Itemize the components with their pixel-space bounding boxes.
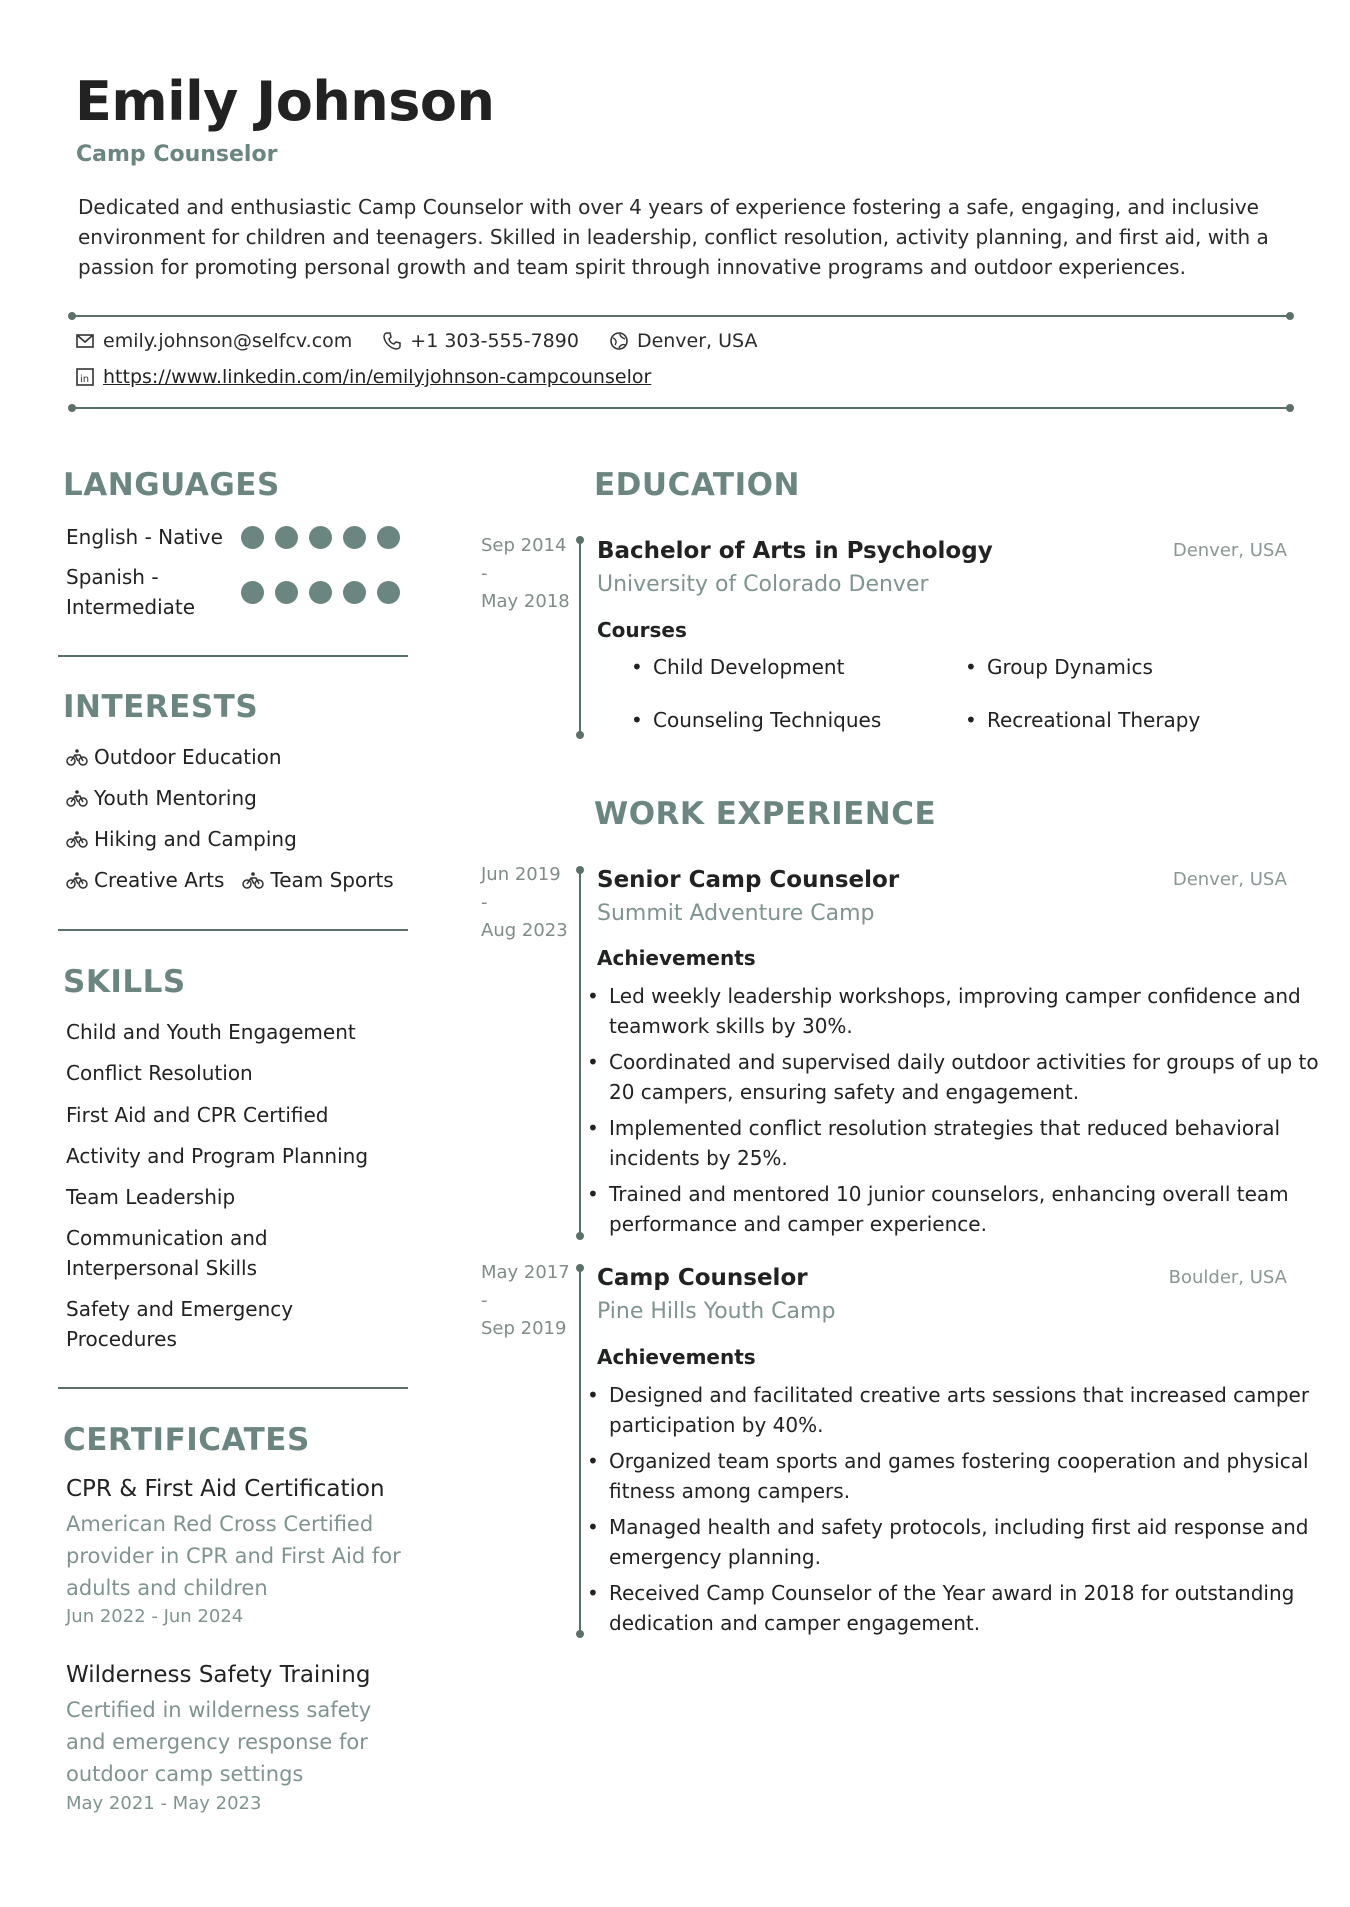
job-end-date: Sep 2019 [481,1318,567,1339]
section-divider [58,929,408,931]
language-label: Spanish - Intermediate [66,565,196,619]
languages-title: LANGUAGES [63,467,280,503]
candidate-name: Emily Johnson [75,70,495,133]
certificates-title: CERTIFICATES [63,1422,310,1458]
contact-row-2 [75,366,651,388]
interest-item [66,742,282,775]
achievement-item: • Trained and mentored 10 junior counselors, enhancing overall team performance and camper experience. [609,1179,1335,1239]
summary-text: Dedicated and enthusiastic Camp Counselor with over 4 years of experience fostering a safe, engaging, and inclusive environment for children and teenagers. Skilled in leadership, conflict resolution, activity planning, and first aid, with a passion for promoting personal growth and team spirit through innovative programs and outdoor experiences. [78,195,1269,279]
achievement-item: • Organized team sports and games fostering cooperation and physical fitness among campers. [609,1446,1335,1506]
education-title: EDUCATION [594,467,800,503]
linkedin-icon [75,367,95,387]
job-title: Senior Camp Counselor [597,867,900,893]
contact-location [609,330,758,352]
achievement-item: • Received Camp Counselor of the Year award in 2018 for outstanding dedication and camper engagement. [609,1578,1335,1638]
skill-item: Child and Youth Engagement [66,1020,356,1044]
location-text: Denver, USA [636,330,758,352]
language-level [241,526,400,549]
education-end-date: May 2018 [481,591,570,612]
skill-item: Safety and Emergency Procedures [66,1297,294,1351]
courses-label: Courses [597,618,687,642]
date-dash: - [481,1290,488,1311]
job-location: Boulder, USA [1168,1267,1287,1288]
achievement-item: • Coordinated and supervised daily outdoor activities for groups of up to 20 campers, ensuring safety and engagement. [609,1047,1335,1107]
achievements-list [565,1380,1335,1644]
bike-icon [66,829,88,849]
candidate-role: Camp Counselor [76,142,278,167]
certificate-date: May 2021 - May 2023 [66,1793,262,1814]
bike-icon [66,788,88,808]
level-dot [241,526,264,549]
level-dot [377,581,400,604]
achievement-item: • Led weekly leadership workshops, improving camper confidence and teamwork skills by 30%. [609,981,1335,1041]
date-dash: - [481,892,488,913]
level-dot [377,526,400,549]
level-dot [343,526,366,549]
course-item: • Counseling Techniques [653,708,881,732]
interest-item [66,865,394,895]
language-item [66,562,406,622]
contact-email[interactable] [75,330,352,352]
divider-bottom [72,407,1290,409]
phone-icon [382,331,402,351]
level-dot [275,526,298,549]
certificate-description: American Red Cross Certified provider in CPR and First Aid for adults and children [66,1512,401,1600]
certificate-title: CPR & First Aid Certification [66,1476,385,1502]
linkedin-link[interactable]: https://www.linkedin.com/in/emilyjohnson-campcounselor [103,366,652,388]
achievements-list [565,981,1335,1245]
school-name: University of Colorado Denver [597,572,929,597]
interests-title: INTERESTS [63,689,259,725]
email-text: emily.johnson@selfcv.com [103,330,353,352]
bike-icon [66,870,88,890]
interest-item [66,783,257,816]
course-item: • Group Dynamics [987,655,1153,679]
level-dot [309,581,332,604]
divider-top [72,315,1290,317]
mail-icon [75,331,95,351]
certificate-date: Jun 2022 - Jun 2024 [66,1606,244,1627]
work-experience-title: WORK EXPERIENCE [594,796,937,832]
level-dot [275,581,298,604]
language-item [66,522,406,552]
course-item: • Child Development [653,655,844,679]
achievements-label: Achievements [597,1345,756,1369]
skill-item: Team Leadership [66,1185,236,1209]
certificate-title: Wilderness Safety Training [66,1662,371,1688]
skill-item: Communication and Interpersonal Skills [66,1226,268,1280]
interest-item [66,824,297,857]
job-organization: Pine Hills Youth Camp [597,1299,836,1324]
skills-title: SKILLS [63,964,186,1000]
contact-row-1 [75,330,757,352]
achievement-item: • Implemented conflict resolution strategies that reduced behavioral incidents by 25%. [609,1113,1335,1173]
degree-title: Bachelor of Arts in Psychology [597,538,993,564]
skill-item: First Aid and CPR Certified [66,1103,329,1127]
course-item: • Recreational Therapy [987,708,1200,732]
interest-label: Youth Mentoring [94,786,257,810]
date-dash: - [481,563,488,584]
interest-label: Outdoor Education [94,745,282,769]
education-timeline [579,540,581,735]
skill-item: Activity and Program Planning [66,1144,369,1168]
language-level [241,581,400,604]
svg-text:in: in [80,374,90,385]
job-location: Denver, USA [1172,869,1287,890]
level-dot [241,581,264,604]
level-dot [343,581,366,604]
education-location: Denver, USA [1172,540,1287,561]
globe-icon [609,331,629,351]
level-dot [309,526,332,549]
contact-phone[interactable] [382,330,579,352]
language-label: English - Native [66,525,223,549]
job-end-date: Aug 2023 [481,920,568,941]
interest-label: Creative Arts [94,868,225,892]
job-title: Camp Counselor [597,1265,808,1291]
job-start-date: Jun 2019 [481,864,561,885]
education-start-date: Sep 2014 [481,535,567,556]
contact-linkedin[interactable] [75,366,651,388]
bike-icon [242,870,264,890]
achievement-item: • Managed health and safety protocols, including first aid response and emergency planning. [609,1512,1335,1572]
section-divider [58,655,408,657]
phone-text: +1 303-555-7890 [410,330,579,352]
achievements-label: Achievements [597,946,756,970]
achievement-item: • Designed and facilitated creative arts sessions that increased camper participation by 40%. [609,1380,1335,1440]
job-organization: Summit Adventure Camp [597,901,875,926]
section-divider [58,1387,408,1389]
interest-label: Hiking and Camping [94,827,297,851]
interest-label: Team Sports [270,868,394,892]
certificate-description: Certified in wilderness safety and emergency response for outdoor camp settings [66,1698,372,1786]
skill-item: Conflict Resolution [66,1061,253,1085]
job-start-date: May 2017 [481,1262,570,1283]
bike-icon [66,747,88,767]
